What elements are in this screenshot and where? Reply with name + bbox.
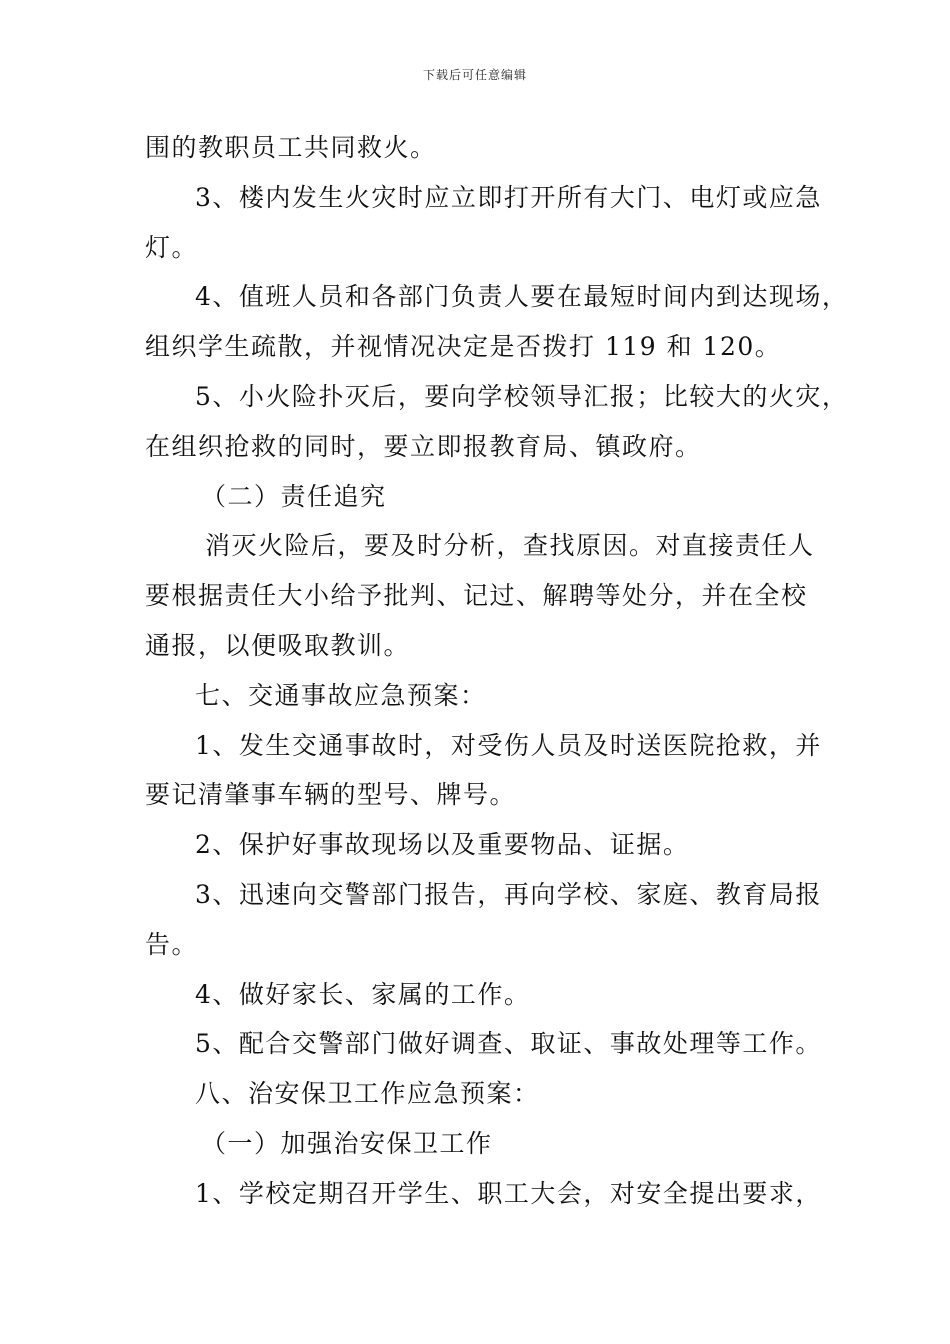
paragraph-line: 灯。 <box>145 232 199 262</box>
header-note: 下载后可任意编辑 <box>422 68 527 82</box>
paragraph-line: 组织学生疏散，并视情况决定是否拨打 119 和 120。 <box>145 332 782 362</box>
section-heading: （二）责任追究 <box>201 481 387 511</box>
paragraph-line: 2、保护好事故现场以及重要物品、证据。 <box>195 830 690 860</box>
paragraph-line: 5、小火险扑灭后，要向学校领导汇报；比较大的火灾， <box>195 381 849 411</box>
paragraph-line: 1、学校定期召开学生、职工大会，对安全提出要求， <box>195 1178 822 1208</box>
paragraph-line: 3、迅速向交警部门报告，再向学校、家庭、教育局报 <box>195 879 822 909</box>
section-heading: 七、交通事故应急预案： <box>195 680 487 710</box>
paragraph-line: 通报，以便吸取教训。 <box>145 630 411 660</box>
paragraph-line: 告。 <box>145 929 199 959</box>
paragraph-line: 要记清肇事车辆的型号、牌号。 <box>145 780 517 810</box>
paragraph-line: 在组织抢救的同时，要立即报教育局、镇政府。 <box>145 431 702 461</box>
paragraph-line: 4、值班人员和各部门负责人要在最短时间内到达现场， <box>195 282 849 312</box>
document-body <box>145 128 849 1224</box>
section-heading: 八、治安保卫工作应急预案： <box>195 1079 540 1109</box>
paragraph-line: 1、发生交通事故时，对受伤人员及时送医院抢救，并 <box>195 730 822 760</box>
paragraph-line: 要根据责任大小给予批判、记过、解聘等处分，并在全校 <box>145 581 808 611</box>
section-heading: （一）加强治安保卫工作 <box>201 1128 493 1158</box>
paragraph-line: 消灭火险后，要及时分析，查找原因。对直接责任人 <box>205 531 815 561</box>
paragraph-line: 围的教职员工共同救火。 <box>145 133 437 162</box>
paragraph-line: 4、做好家长、家属的工作。 <box>195 979 531 1009</box>
paragraph-line: 3、楼内发生火灾时应立即打开所有大门、电灯或应急 <box>195 182 822 212</box>
paragraph-line: 5、配合交警部门做好调查、取证、事故处理等工作。 <box>195 1029 822 1059</box>
